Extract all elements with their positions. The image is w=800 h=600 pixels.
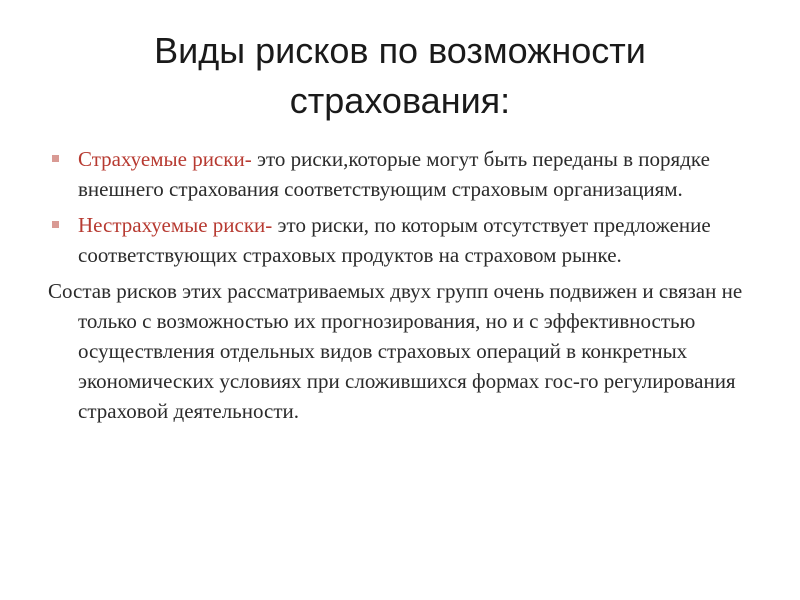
bullet-term: Страхуемые риски- — [78, 147, 252, 171]
bullet-list — [48, 144, 748, 270]
bullet-text: это риски, по которым отсутствует предложение соответствующих страховых продуктов на страховом рынке. — [78, 213, 711, 267]
square-bullet-icon — [52, 221, 59, 228]
slide-title-line-2: страхования: — [289, 80, 511, 121]
slide-title-line-1: Виды рисков по возможности — [154, 30, 646, 71]
bullet-term: Нестрахуемые риски- — [78, 213, 273, 237]
body-paragraph: Состав рисков этих рассматриваемых двух групп очень подвижен и связан не только с возможностью их прогнозирования, но и с эффективностью осуществления отдельных видов страховых операций в конкретных экономических условиях при сложившихся формах гос-го регулирования страховой деятельности. — [48, 279, 743, 423]
square-bullet-icon — [52, 155, 59, 162]
slide-content — [48, 144, 748, 426]
slide-title — [60, 26, 740, 126]
bullet-item-uninsurable — [48, 210, 748, 270]
bullet-text: это риски,которые могут быть переданы в порядке внешнего страхования соответствующим страховым организациям. — [78, 147, 710, 201]
bullet-item-insurable — [48, 144, 748, 204]
